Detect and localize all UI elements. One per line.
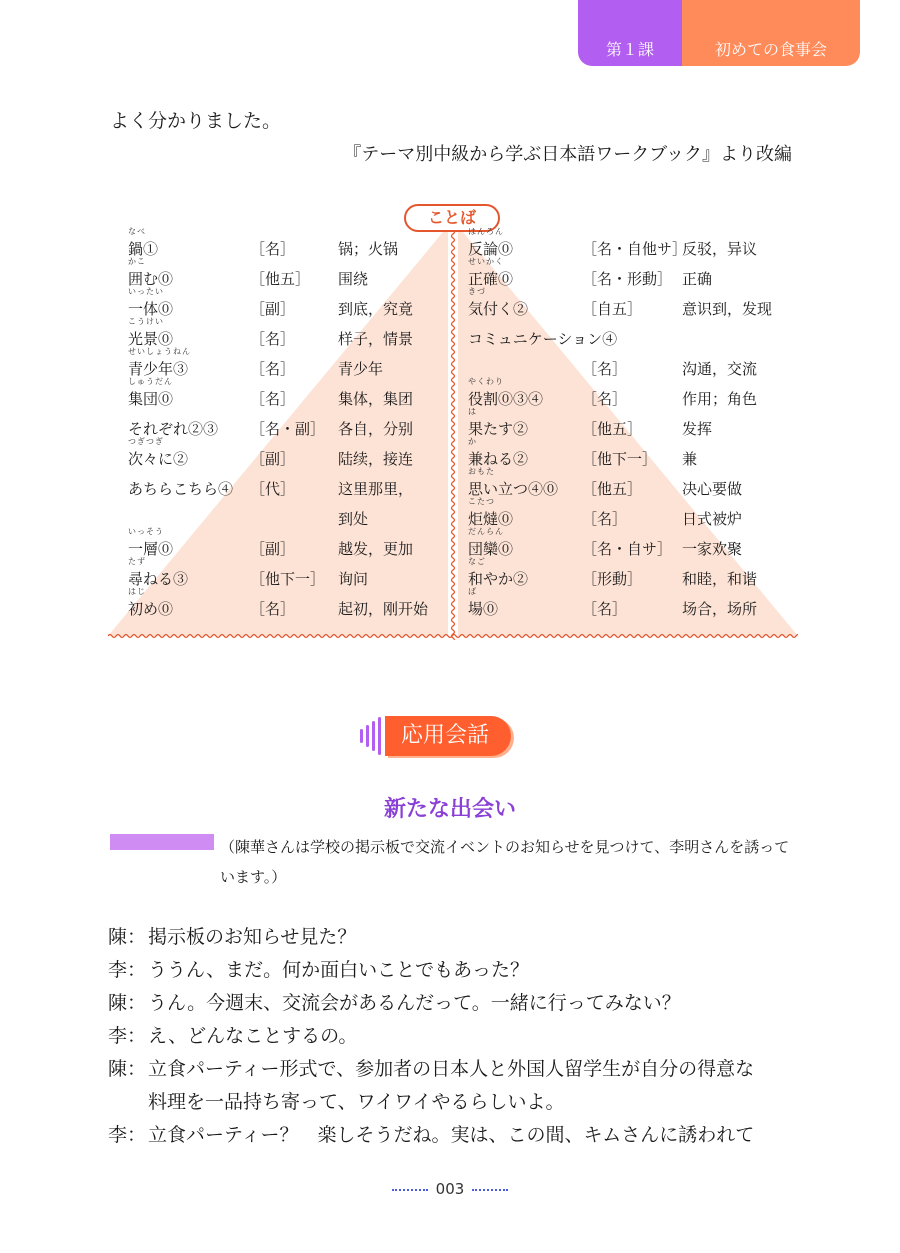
- vocab-reading: ば: [468, 587, 477, 596]
- vocab-word: あちらこちら④: [128, 480, 234, 498]
- vocab-part-of-speech: ［名・副］: [250, 420, 326, 438]
- vocab-word: 気付く②: [468, 300, 529, 318]
- section-label: 応用会話: [385, 716, 511, 756]
- vocab-word: 役割⓪③④: [468, 390, 544, 408]
- vocab-reading: いったい: [128, 287, 164, 296]
- speaker: 李：: [108, 1124, 147, 1146]
- vocab-meaning: 作用；角色: [682, 390, 758, 408]
- vocab-entry: [128, 377, 458, 412]
- vocab-reading: かこ: [128, 257, 146, 266]
- vocab-word: 一体⓪: [128, 300, 174, 318]
- vocab-meaning: 锅；火锅: [338, 240, 399, 258]
- vocab-part-of-speech: ［自五］: [582, 300, 643, 318]
- vocab-meaning: 发挥: [682, 420, 713, 438]
- vocab-reading: は: [468, 407, 477, 416]
- vocab-part-of-speech: ［名］: [250, 600, 296, 618]
- vocab-part-of-speech: ［名］: [582, 390, 628, 408]
- vocab-word: 初め⓪: [128, 600, 174, 618]
- vocab-part-of-speech: ［他五］: [582, 420, 643, 438]
- speaker: 李：: [108, 959, 147, 981]
- dialogue-line: [108, 988, 808, 1015]
- vocab-entry: [128, 478, 458, 502]
- line-text: 立食パーティー？ 楽しそうだね。実は、この間、キムさんに誘われて: [148, 1124, 755, 1146]
- dialogue-line: [108, 1054, 808, 1081]
- vocab-part-of-speech: ［名・自他サ］: [582, 240, 688, 258]
- vocab-entry: [128, 418, 458, 442]
- vocab-entry: [468, 587, 798, 622]
- line-text: 立食パーティー形式で、参加者の日本人と外国人留学生が自分の得意な: [148, 1058, 755, 1080]
- vocab-part-of-speech: ［名・形動］: [582, 270, 673, 288]
- vocab-meaning: 兼: [682, 450, 698, 468]
- vocab-reading: きづ: [468, 287, 486, 296]
- vocab-word: 場⓪: [468, 600, 499, 618]
- page-number: 003: [0, 1180, 900, 1198]
- speaker: 李：: [108, 1025, 147, 1047]
- dialogue-line: [108, 1021, 808, 1048]
- vocab-part-of-speech: ［名］: [250, 390, 296, 408]
- vocab-word: それぞれ②③: [128, 420, 219, 438]
- dots-decoration: [472, 1189, 508, 1191]
- vocab-meaning: 这里那里，: [338, 480, 414, 498]
- vocab-reading: はじ: [128, 587, 146, 596]
- vocab-meaning: 到处: [338, 510, 369, 528]
- vocab-part-of-speech: ［副］: [250, 540, 296, 558]
- vocab-word: 思い立つ④⓪: [468, 480, 559, 498]
- vocab-meaning: 集体，集团: [338, 390, 414, 408]
- vocab-reading: だんらん: [468, 527, 504, 536]
- vocab-meaning: 意识到，发现: [682, 300, 773, 318]
- vocab-entry: [128, 227, 458, 262]
- vocab-part-of-speech: ［他下一］: [250, 570, 326, 588]
- vocab-part-of-speech: ［副］: [250, 300, 296, 318]
- vocab-word: 和やか②: [468, 570, 529, 588]
- sound-bars-icon: [360, 717, 381, 755]
- vocab-part-of-speech: ［副］: [250, 450, 296, 468]
- vocab-entry: [128, 587, 458, 622]
- vocab-meaning: 和睦，和谐: [682, 570, 758, 588]
- vocab-entry: [468, 227, 798, 262]
- vocab-meaning: 起初，刚开始: [338, 600, 429, 618]
- intro-line: よく分かりました。: [110, 110, 282, 132]
- vocab-word: 囲む⓪: [128, 270, 174, 288]
- vocab-reading: はんろん: [468, 227, 504, 236]
- dialogue-line: [108, 1120, 808, 1147]
- vocab-word: 一層⓪: [128, 540, 174, 558]
- vocab-entry: [128, 508, 458, 532]
- vocab-meaning: 决心要做: [682, 480, 743, 498]
- vocab-word: 光景⓪: [128, 330, 174, 348]
- vocab-reading: いっそう: [128, 527, 164, 536]
- speaker: 陳：: [108, 992, 147, 1014]
- vocab-entry: [468, 497, 798, 532]
- lesson-title: 初めての食事会: [682, 0, 860, 66]
- vocab-meaning: 样子，情景: [338, 330, 414, 348]
- vocab-reading: たず: [128, 557, 146, 566]
- vocab-entry: [128, 527, 458, 562]
- vocab-word: 次々に②: [128, 450, 189, 468]
- dialogue-line: [108, 922, 808, 949]
- vocab-entry: [468, 287, 798, 322]
- vocab-word: 集団⓪: [128, 390, 174, 408]
- vocab-meaning: 到底，究竟: [338, 300, 414, 318]
- lesson-number: 第１課: [578, 0, 682, 66]
- speaker: 陳：: [108, 1058, 147, 1080]
- vocab-meaning: 沟通，交流: [682, 360, 758, 378]
- source-citation: 『テーマ別中級から学ぶ日本語ワークブック』より改編: [343, 144, 792, 165]
- scene-description: （陳華さんは学校の掲示板で交流イベントのお知らせを見つけて、李明さんを誘っています。）: [220, 838, 790, 886]
- vocab-part-of-speech: ［他五］: [250, 270, 311, 288]
- vocab-meaning: 围绕: [338, 270, 369, 288]
- vocab-meaning: 询问: [338, 570, 369, 588]
- vocab-word: 反論⓪: [468, 240, 514, 258]
- vocab-word: 炬燵⓪: [468, 510, 514, 528]
- dialogue-line: [148, 1087, 848, 1114]
- vocab-reading: なご: [468, 557, 486, 566]
- vocab-meaning: 日式被炉: [682, 510, 743, 528]
- vocab-meaning: 正确: [682, 270, 713, 288]
- line-text: うん。今週末、交流会があるんだって。一緒に行ってみない？: [148, 992, 681, 1014]
- vocab-entry: [128, 257, 458, 292]
- vocab-reading: おもた: [468, 467, 495, 476]
- vocab-part-of-speech: ［名］: [250, 240, 296, 258]
- vocab-entry: [468, 467, 798, 502]
- vocab-label: ことば: [404, 204, 500, 232]
- vocab-word: コミュニケーション④: [468, 330, 618, 348]
- vocab-reading: こたつ: [468, 497, 495, 506]
- dialogue-title: 新たな出会い: [383, 797, 516, 822]
- vocab-word: 鍋①: [128, 240, 159, 258]
- vocab-reading: つぎつぎ: [128, 437, 164, 446]
- vocab-word: 正確⓪: [468, 270, 514, 288]
- vocab-meaning: 反驳，异议: [682, 240, 758, 258]
- vocab-part-of-speech: ［名］: [250, 360, 296, 378]
- vocab-part-of-speech: ［名］: [250, 330, 296, 348]
- vocab-part-of-speech: ［名］: [582, 600, 628, 618]
- vocab-entry: [468, 257, 798, 292]
- vocab-reading: こうけい: [128, 317, 164, 326]
- vocab-word: 団欒⓪: [468, 540, 514, 558]
- vocab-word: 青少年③: [128, 360, 189, 378]
- speaker: 陳：: [108, 926, 147, 948]
- vocab-meaning: 陆续，接连: [338, 450, 414, 468]
- vocab-entry: [468, 407, 798, 442]
- vocab-reading: か: [468, 437, 477, 446]
- vocab-reading: せいかく: [468, 257, 504, 266]
- vocab-part-of-speech: ［名］: [582, 360, 628, 378]
- vocab-part-of-speech: ［他下一］: [582, 450, 658, 468]
- vocab-reading: せいしょうねん: [128, 347, 191, 356]
- vocab-entry: [468, 557, 798, 592]
- vocab-entry: [468, 527, 798, 562]
- vocab-meaning: 各自，分别: [338, 420, 414, 438]
- scene-marker: [110, 834, 214, 850]
- line-text: え、どんなことするの。: [148, 1025, 358, 1047]
- vocab-entry: [468, 358, 798, 382]
- vocab-word: 兼ねる②: [468, 450, 529, 468]
- line-text: ううん、まだ。何か面白いことでもあった？: [148, 959, 529, 981]
- vocab-meaning: 一家欢聚: [682, 540, 743, 558]
- vocab-part-of-speech: ［形動］: [582, 570, 643, 588]
- vocab-meaning: 场合，场所: [682, 600, 758, 618]
- vocab-entry: [128, 347, 458, 382]
- dialogue-line: [108, 955, 808, 982]
- chapter-header: [578, 0, 860, 66]
- vocab-reading: しゅうだん: [128, 377, 173, 386]
- vocab-part-of-speech: ［代］: [250, 480, 296, 498]
- section-heading: [360, 713, 511, 759]
- vocab-part-of-speech: ［他五］: [582, 480, 643, 498]
- vocabulary-box: [108, 200, 798, 640]
- vocab-part-of-speech: ［名］: [582, 510, 628, 528]
- vocab-entry: [468, 328, 798, 352]
- vocab-entry: [468, 377, 798, 412]
- vocab-part-of-speech: ［名・自サ］: [582, 540, 673, 558]
- vocab-reading: やくわり: [468, 377, 504, 386]
- vocab-entry: [128, 557, 458, 592]
- vocab-word: 尋ねる③: [128, 570, 189, 588]
- vocab-word: 果たす②: [468, 420, 529, 438]
- vocab-reading: なべ: [128, 227, 146, 236]
- line-text: 掲示板のお知らせ見た？: [148, 926, 357, 948]
- vocab-entry: [468, 437, 798, 472]
- vocab-meaning: 越发，更加: [338, 540, 414, 558]
- line-text: 料理を一品持ち寄って、ワイワイやるらしいよ。: [148, 1091, 565, 1113]
- vocab-entry: [128, 287, 458, 322]
- vocab-meaning: 青少年: [338, 360, 384, 378]
- dots-decoration: [392, 1189, 428, 1191]
- vocab-entry: [128, 437, 458, 472]
